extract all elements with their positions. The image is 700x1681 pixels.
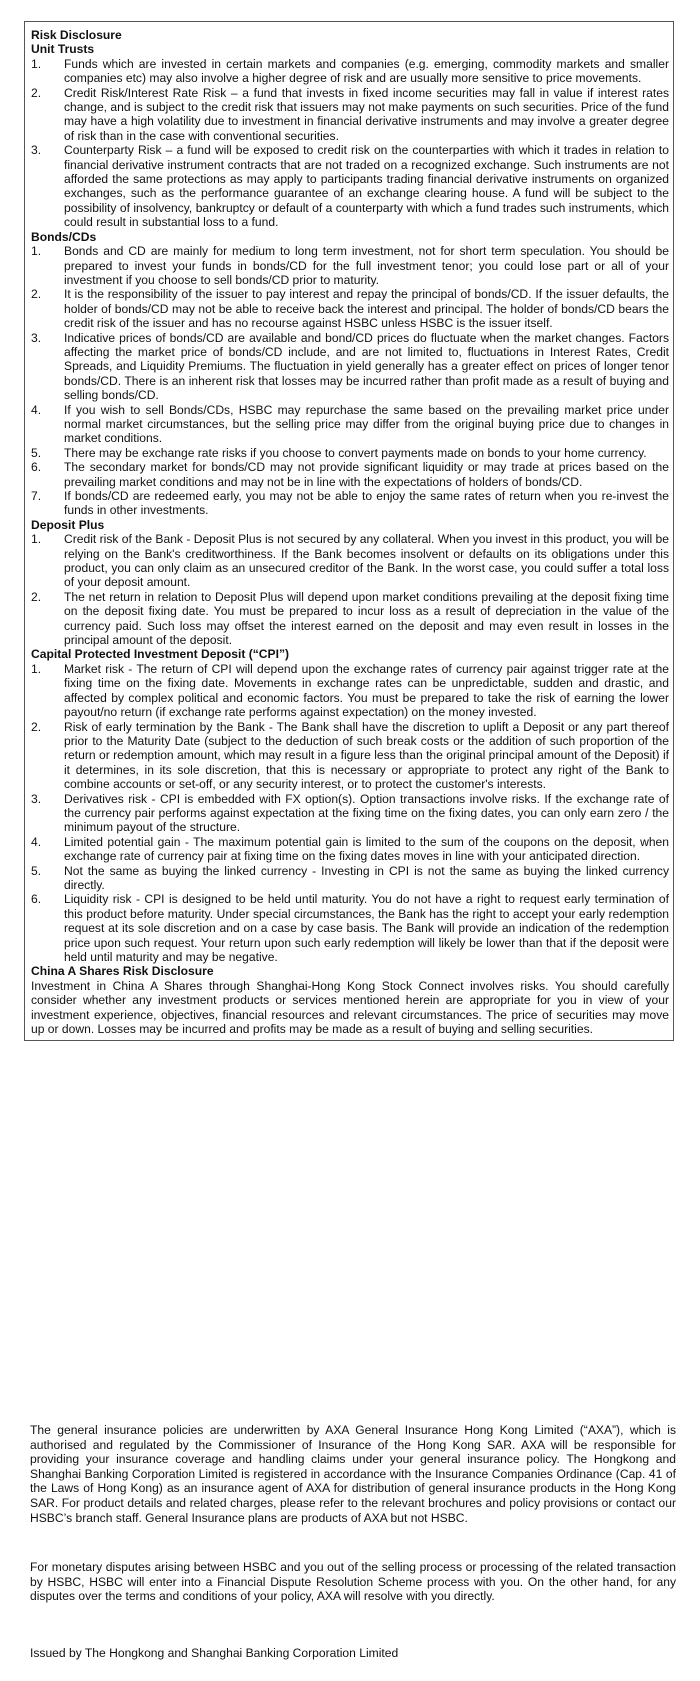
item-text: If you wish to sell Bonds/CDs, HSBC may repurchase the same based on the prevailing market price under normal market circumstances, but the selling price may differ from the original buying price due to changes in market conditions. bbox=[64, 402, 669, 446]
list-item bbox=[31, 57, 669, 86]
list-item bbox=[31, 403, 669, 446]
list-item bbox=[31, 460, 669, 489]
list-item bbox=[31, 143, 669, 229]
item-text: Bonds and CD are mainly for medium to long term investment, not for short term speculation. You should be prepared to invest your funds in bonds/CD for the full investment tenor; you could lose part or all of your investment if you choose to sell bonds/CD prior to maturity. bbox=[64, 244, 669, 287]
item-number: 4. bbox=[31, 402, 42, 417]
item-text: Limited potential gain - The maximum potential gain is limited to the sum of the coupons on the deposit, when exchange rate of currency pair at fixing time on the fixing dates moves in line with your anticipated direction. bbox=[64, 834, 669, 864]
china-a-shares-paragraph: Investment in China A Shares through Shanghai-Hong Kong Stock Connect involves risks. You should carefully consider whether any investment products or services mentioned herein are appropriate for you in view of your investment experience, objectives, financial resources and relevant circumstances. The price of securities may move up or down. Losses may be incurred and profits may be made as a result of buying and selling securities. bbox=[31, 978, 669, 1037]
list-item bbox=[31, 835, 669, 864]
item-text: It is the responsibility of the issuer to pay interest and repay the principal of bonds/CD. If the issuer defaults, the holder of bonds/CD may not be able to receive back the interest and principal. The holder of bonds/CD bears the credit risk of the issuer and has no recourse against HSBC unless HSBC is the issuer itself. bbox=[64, 287, 669, 331]
item-text: If bonds/CD are redeemed early, you may not be able to enjoy the same rates of return when you re-invest the funds in other investments. bbox=[64, 489, 669, 518]
item-number: 7. bbox=[31, 489, 42, 503]
item-text: There may be exchange rate risks if you choose to convert payments made on bonds to your home currency. bbox=[64, 445, 647, 460]
item-number: 3. bbox=[31, 791, 42, 806]
section-heading-unit-trusts: Unit Trusts bbox=[31, 42, 95, 57]
risk-disclosure-title: Risk Disclosure bbox=[31, 28, 122, 42]
insurance-paragraph bbox=[30, 1423, 676, 1525]
item-number: 1. bbox=[31, 56, 42, 71]
unit-trusts-list bbox=[31, 57, 669, 230]
item-number: 5. bbox=[31, 863, 42, 878]
dispute-text: For monetary disputes arising between HSBC and you out of the selling process or processing of the related transaction by HSBC, HSBC will enter into a Financial Dispute Resolution Scheme process with you. On the other hand, for any disputes over the terms and conditions of your policy, AXA will resolve with you directly. bbox=[30, 1560, 676, 1604]
bonds-cds-list bbox=[31, 244, 669, 518]
dispute-paragraph bbox=[30, 1560, 676, 1604]
item-number: 2. bbox=[31, 589, 42, 604]
item-number: 2. bbox=[31, 85, 42, 100]
list-item bbox=[31, 287, 669, 330]
item-text: The secondary market for bonds/CD may not provide significant liquidity or may trade at prices based on the prevailing market conditions and may not be in line with the expectations of holders of bonds/CD. bbox=[64, 460, 669, 489]
list-item bbox=[31, 590, 669, 648]
section-heading-bonds-cds: Bonds/CDs bbox=[31, 229, 97, 244]
list-item bbox=[31, 489, 669, 518]
item-text: Not the same as buying the linked currency - Investing in CPI is not the same as buying the linked currency directly. bbox=[64, 863, 669, 892]
item-number: 2. bbox=[31, 287, 42, 302]
insurance-text: The general insurance policies are underwritten by AXA General Insurance Hong Kong Limited (“AXA”), which is authorised and regulated by the Commissioner of Insurance of the Hong Kong SAR. AXA will be responsible for providing your insurance coverage and handling claims under your general insurance policy. The Hongkong and Shanghai Banking Corporation Limited is registered in accordance with the Insurance Companies Ordinance (Cap. 41 of the Laws of Hong Kong) as an insurance agent of AXA for distribution of general insurance products in the Hong Kong SAR. For product details and related charges, please refer to the relevant brochures and policy provisions or contact our HSBC’s branch staff. General Insurance plans are products of AXA but not HSBC. bbox=[30, 1423, 676, 1525]
item-number: 2. bbox=[31, 719, 42, 734]
item-text: Credit risk of the Bank - Deposit Plus is not secured by any collateral. When you invest in this product, you will be relying on the Bank's creditworthiness. If the Bank becomes insolvent or defaults on its obligations under this product, you can only claim as an unsecured creditor of the Bank. In the worst case, you could suffer a total loss of your deposit amount. bbox=[64, 532, 669, 590]
section-heading-china-a-shares: China A Shares Risk Disclosure bbox=[31, 964, 214, 979]
list-item bbox=[31, 892, 669, 964]
section-heading-cpi: Capital Protected Investment Deposit (“CPI”) bbox=[31, 647, 290, 662]
list-item bbox=[31, 532, 669, 590]
item-text: Counterparty Risk – a fund will be exposed to credit risk on the counterparties with which it trades in relation to financial derivative instrument contracts that are not traded on a recognized exchange. Such instruments are not afforded the same protections as may apply to participants trading financial derivative instruments on organized exchanges, such as the performance guarantee of an exchange clearing house. A fund will be subject to the possibility of insolvency, bankruptcy or default of a counterparty with which a fund trades such instruments, which could result in substantial loss to a fund. bbox=[64, 143, 669, 230]
risk-disclosure-box bbox=[24, 21, 674, 1041]
item-number: 1. bbox=[31, 661, 42, 676]
list-item bbox=[31, 864, 669, 893]
cpi-list bbox=[31, 662, 669, 965]
list-item bbox=[31, 792, 669, 835]
item-text: Credit Risk/Interest Rate Risk – a fund that invests in fixed income securities may fall in value if interest rates change, and is subject to the credit risk that issuers may not make payments on such securities. Price of the fund may have a high volatility due to investment in financial derivative instruments and may involve a greater degree of risk than in the case with conventional securities. bbox=[64, 85, 669, 143]
issuer-text: Issued by The Hongkong and Shanghai Banking Corporation Limited bbox=[30, 1646, 399, 1660]
item-number: 6. bbox=[31, 460, 42, 475]
item-number: 4. bbox=[31, 834, 42, 849]
item-text: The net return in relation to Deposit Plus will depend upon market conditions prevailing at the deposit fixing time on the deposit fixing date. You must be prepared to incur loss as a result of depreciation in the value of the currency paid. Such loss may offset the interest earned on the deposit and may even result in losses in the principal amount of the deposit. bbox=[64, 589, 669, 648]
item-text: Liquidity risk - CPI is designed to be held until maturity. You do not have a right to request early termination of this product before maturity. Under special circumstances, the Bank has the right to accept your early redemption request at its sole discretion and on a case by case basis. The Bank will provide an indication of the redemption price upon such request. Your return upon such early redemption will likely be lower than that if the deposit were held until maturity and may be negative. bbox=[64, 892, 669, 964]
item-number: 1. bbox=[31, 532, 42, 547]
item-number: 3. bbox=[31, 143, 42, 158]
item-number: 3. bbox=[31, 330, 42, 345]
item-text: Funds which are invested in certain markets and companies (e.g. emerging, commodity markets and smaller companies etc) may also involve a higher degree of risk and are usually more sensitive to price movements. bbox=[64, 56, 669, 86]
item-number: 5. bbox=[31, 445, 42, 460]
list-item bbox=[31, 720, 669, 792]
item-number: 6. bbox=[31, 892, 42, 907]
list-item bbox=[31, 244, 669, 287]
item-text: Indicative prices of bonds/CD are available and bond/CD prices do fluctuate when the market changes. Factors affecting the market price of bonds/CD include, and are not limited to, fluctuations in Interest Rates, Credit Spreads, and Liquidity Premiums. The fluctuation in yield generally has a greater effect on prices of longer tenor bonds/CD. There is an inherent risk that losses may be incurred rather than profit made as a result of buying and selling bonds/CD. bbox=[64, 330, 669, 403]
item-text: Market risk - The return of CPI will depend upon the exchange rates of currency pair against trigger rate at the fixing time on the fixing date. Movements in exchange rates can be unpredictable, sudden and drastic, and affected by complex political and economic factors. You must be prepared to take the risk of earning the lower payout/no return (if exchange rate performs against expectation) on the money invested. bbox=[64, 661, 669, 720]
list-item bbox=[31, 662, 669, 720]
list-item bbox=[31, 331, 669, 403]
section-heading-deposit-plus: Deposit Plus bbox=[31, 517, 105, 532]
issuer-statement bbox=[30, 1646, 676, 1661]
item-text: Derivatives risk - CPI is embedded with FX option(s). Option transactions involve risks. If the exchange rate of the currency pair performs against expectation at the fixing time on the fixing dates, you can only earn zero / the minimum payout of the structure. bbox=[64, 791, 669, 835]
item-number: 1. bbox=[31, 244, 42, 259]
list-item bbox=[31, 446, 669, 460]
deposit-plus-list bbox=[31, 532, 669, 647]
list-item bbox=[31, 86, 669, 144]
item-text: Risk of early termination by the Bank - The Bank shall have the discretion to uplift a Deposit or any part thereof prior to the Maturity Date (subject to the deduction of such break costs or the addition of such proportion of the return or redemption amount, which may result in a figure less than the original principal amount of the Deposit) if it determines, in its sole discretion, that this is necessary or appropriate to protect any right of the Bank to combine accounts or set-off, or any security interest, or to protect the customer's interests. bbox=[64, 719, 669, 792]
